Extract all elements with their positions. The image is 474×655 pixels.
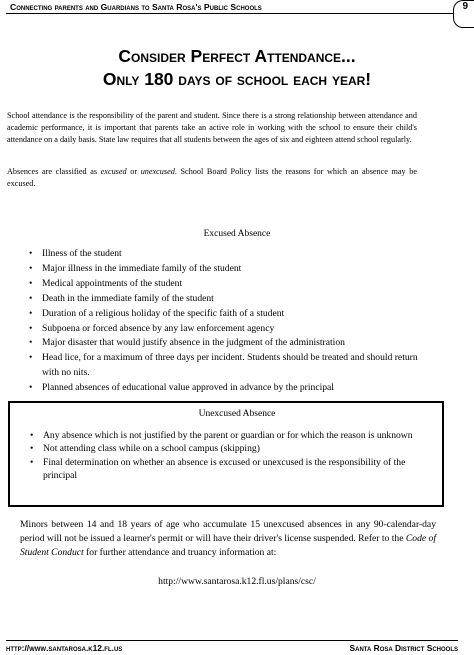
list-item: • Planned absences of educational value approved in advance by the principal: [29, 381, 429, 396]
minors-text-2: for further attendance and truancy information at:: [83, 547, 277, 558]
intro-paragraph: School attendance is the responsibility of the parent and student. Since there is a strong relationship between attendance and academic performance, it is important that parents take an active role in working with the school to ensure their child's attendance on a daily basis. State law requires that all students between the ages of six and eighteen attend school regularly.: [7, 111, 417, 144]
classification-or: or: [126, 167, 141, 176]
unexcused-heading: Unexcused Absence: [198, 409, 276, 419]
list-item: • Death in the immediate family of the student: [29, 292, 429, 307]
excused-term: excused: [100, 167, 127, 176]
page-title-line1: Consider Perfect Attendance...: [118, 46, 356, 66]
classification-text-2: . School Board Policy lists the reasons for which an absence may be excused.: [7, 167, 417, 188]
classification-text-1: Absences are classified as: [7, 167, 101, 176]
running-header: [6, 0, 458, 14]
list-item: • Not attending class while on a school campus (skipping): [30, 442, 415, 455]
classification-paragraph: [7, 166, 417, 190]
footer-district: Santa Rosa District Schools: [349, 643, 458, 653]
list-item: • Duration of a religious holiday of the specific faith of a student: [29, 307, 429, 322]
page-title-line2: Only 180 days of school each year!: [102, 69, 372, 89]
list-item: • Any absence which is not justified by the parent or guardian or for which the reason is unknown: [30, 429, 415, 442]
unexcused-list: [30, 429, 415, 483]
list-item: • Major illness in the immediate family of the student: [29, 262, 429, 277]
list-item: • Major disaster that would justify absence in the judgment of the administration: [29, 336, 429, 351]
header-title: Connecting parents and Guardians to Santa Rosa's Public Schools: [10, 2, 262, 12]
list-item: • Head lice, for a maximum of three days per incident. Students should be treated and should return with no nits.: [29, 351, 429, 381]
unexcused-term: unexcused: [140, 167, 175, 176]
excused-heading: Excused Absence: [203, 229, 271, 239]
conduct-url: http://www.santarosa.k12.fl.us/plans/csc/: [158, 576, 316, 587]
footer-website: http://www.santarosa.k12.fl.us: [6, 643, 123, 653]
minors-text-1: Minors between 14 and 18 years of age who accumulate 15 unexcused absences in any 90-calendar-day period will not be issued a learner's permit or will have their driver's license suspended. Refer to the: [20, 519, 436, 544]
list-item: • Medical appointments of the student: [29, 277, 429, 292]
code-of-conduct-title: Code of Student Conduct: [20, 533, 436, 558]
excused-list: [29, 247, 429, 396]
list-item: • Illness of the student: [29, 247, 429, 262]
page-number: 9: [462, 1, 468, 12]
minors-paragraph: [20, 518, 436, 560]
list-item: • Final determination on whether an absence is excused or unexcused is the responsibility of the principal: [30, 456, 415, 483]
list-item: • Subpoena or forced absence by any law enforcement agency: [29, 322, 429, 337]
running-footer: [6, 640, 458, 655]
